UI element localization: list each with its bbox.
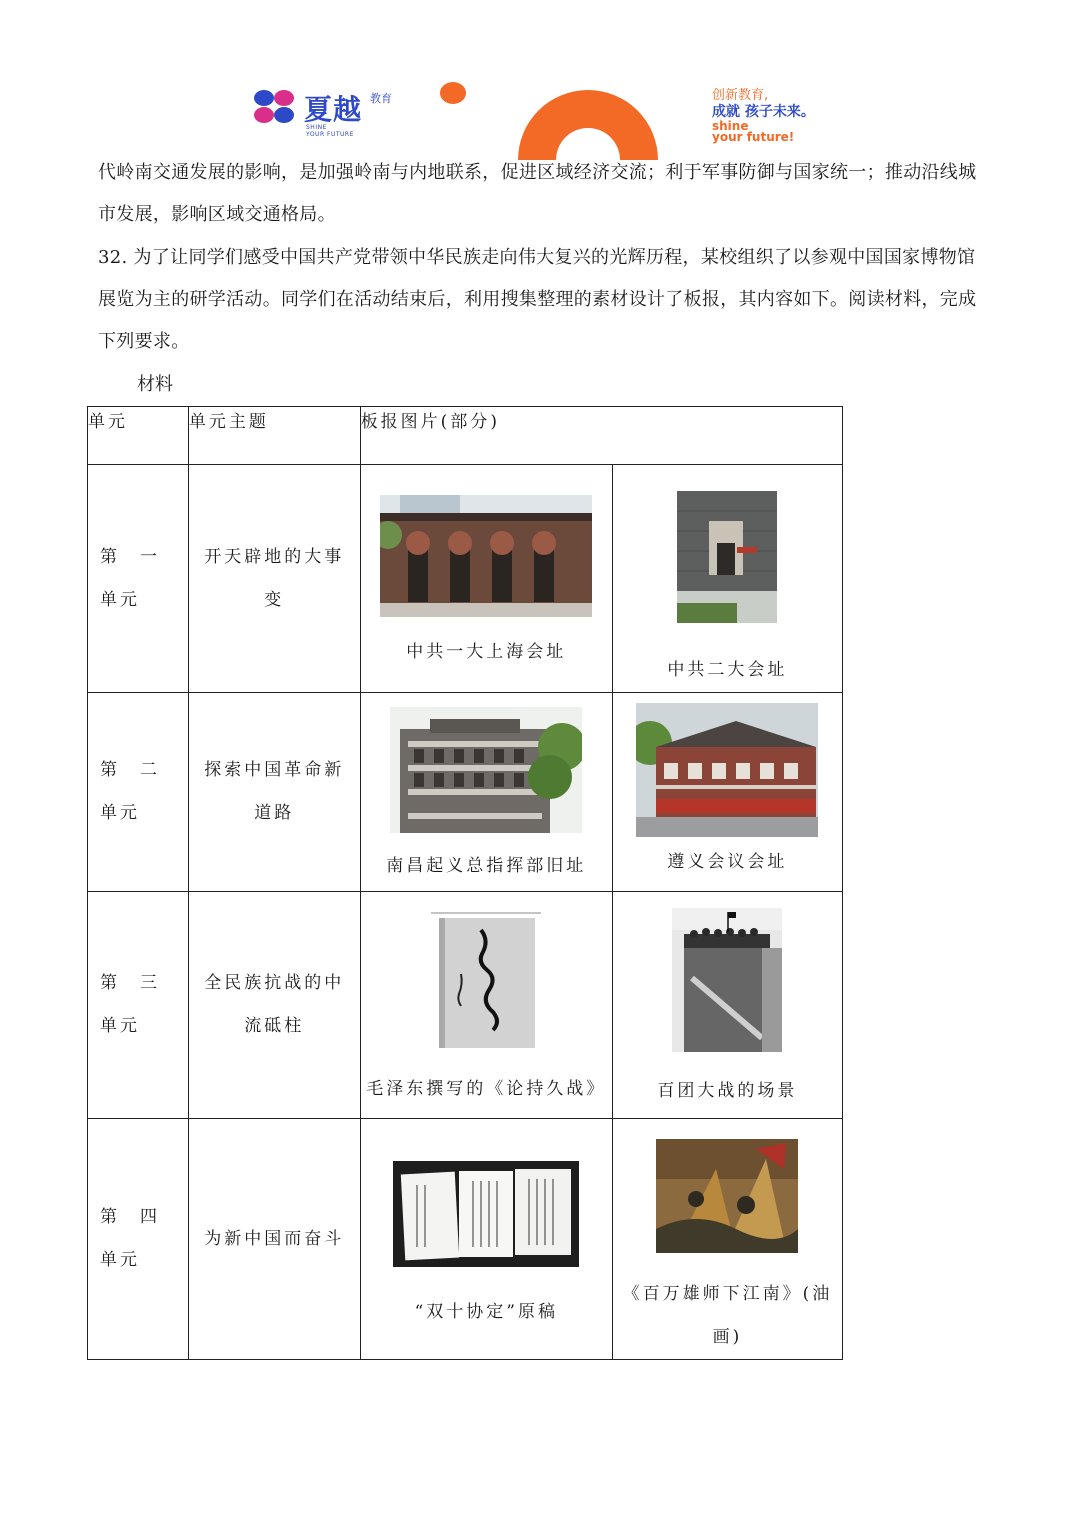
slogan-line-3: shine bbox=[712, 119, 749, 133]
brand-logo bbox=[252, 88, 402, 138]
table-row bbox=[88, 465, 843, 693]
theme-cell bbox=[188, 1119, 360, 1360]
image-cell bbox=[612, 465, 842, 693]
image-cell bbox=[612, 693, 842, 892]
theme-text: 探索中国革命新道路 bbox=[204, 760, 345, 823]
header-unit: 单元 bbox=[88, 407, 189, 465]
theme-cell bbox=[188, 693, 360, 892]
header-theme: 单元主题 bbox=[188, 407, 360, 465]
unit-cell bbox=[88, 693, 189, 892]
orange-dot-decoration bbox=[440, 82, 466, 104]
image-caption: 毛泽东撰写的《论持久战》 bbox=[366, 1079, 607, 1099]
continuation-paragraph: 代岭南交通发展的影响，是加强岭南与内地联系，促进区域经济交流；利于军事防御与国家统一；推动沿线城市发展，影响区域交通格局。 bbox=[98, 162, 977, 225]
image-caption: 中共二大会址 bbox=[667, 660, 788, 680]
document-photo-icon bbox=[393, 1161, 579, 1267]
image-cell bbox=[612, 1119, 842, 1360]
orange-arc-decoration bbox=[518, 90, 658, 160]
butterfly-logo-icon bbox=[252, 88, 296, 126]
table-row bbox=[88, 693, 843, 892]
brand-english bbox=[306, 124, 354, 138]
image-caption: 中共一大上海会址 bbox=[406, 642, 567, 662]
table-row bbox=[88, 1119, 843, 1360]
page-header bbox=[0, 0, 1080, 160]
historical-photo-icon bbox=[672, 908, 782, 1052]
brand-edu: 教育 bbox=[370, 92, 392, 105]
brand-english-line-2: YOUR FUTURE bbox=[306, 131, 354, 138]
image-cell bbox=[360, 465, 612, 693]
theme-cell bbox=[188, 465, 360, 693]
image-caption: 百团大战的场景 bbox=[657, 1081, 798, 1101]
theme-cell bbox=[188, 892, 360, 1119]
brand-english-line-1: SHINE bbox=[306, 124, 327, 131]
unit-cell bbox=[88, 1119, 189, 1360]
image-caption: “双十协定”原稿 bbox=[414, 1302, 558, 1322]
unit-text: 第 二单元 bbox=[100, 760, 160, 823]
table-row bbox=[88, 892, 843, 1119]
image-caption: 遵义会议会址 bbox=[667, 852, 788, 872]
image-cell bbox=[360, 892, 612, 1119]
table-header-row bbox=[88, 407, 843, 465]
building-photo-icon bbox=[677, 491, 777, 623]
image-caption: 《百万雄师下江南》(油画) bbox=[622, 1284, 833, 1347]
unit-text: 第 一单元 bbox=[100, 546, 160, 610]
brand-name: 夏越 bbox=[304, 93, 363, 126]
question-32-paragraph: 32. 为了让同学们感受中国共产党带领中华民族走向伟大复兴的光辉历程，某校组织了以参观中国国家博物馆展览为主的研学活动。同学们在活动结束后，利用搜集整理的素材设计了板报，其内容如下。阅读材料，完成下列要求。 bbox=[98, 247, 977, 352]
image-cell bbox=[360, 1119, 612, 1360]
header-images: 板报图片(部分) bbox=[360, 407, 842, 465]
unit-text: 第 四单元 bbox=[100, 1207, 160, 1270]
image-cell bbox=[360, 693, 612, 892]
slogan-line-1: 创新教育, bbox=[712, 88, 769, 103]
image-cell bbox=[612, 892, 842, 1119]
building-photo-icon bbox=[636, 703, 818, 837]
building-photo-icon bbox=[390, 707, 582, 833]
theme-text: 全民族抗战的中流砥柱 bbox=[204, 973, 345, 1036]
oil-painting-icon bbox=[656, 1139, 798, 1253]
image-caption: 南昌起义总指挥部旧址 bbox=[386, 856, 587, 876]
theme-text: 为新中国而奋斗 bbox=[204, 1228, 345, 1249]
book-cover-icon bbox=[431, 910, 541, 1050]
unit-cell bbox=[88, 465, 189, 693]
material-label: 材料 bbox=[137, 374, 173, 395]
theme-text: 开天辟地的大事变 bbox=[204, 546, 345, 610]
building-photo-icon bbox=[380, 495, 592, 617]
unit-text: 第 三单元 bbox=[100, 973, 160, 1036]
slogan-line-2: 成就 孩子未来。 bbox=[712, 104, 815, 120]
slogan bbox=[712, 88, 815, 143]
unit-cell bbox=[88, 892, 189, 1119]
slogan-line-4: your future! bbox=[712, 130, 795, 144]
board-table bbox=[87, 406, 843, 1360]
